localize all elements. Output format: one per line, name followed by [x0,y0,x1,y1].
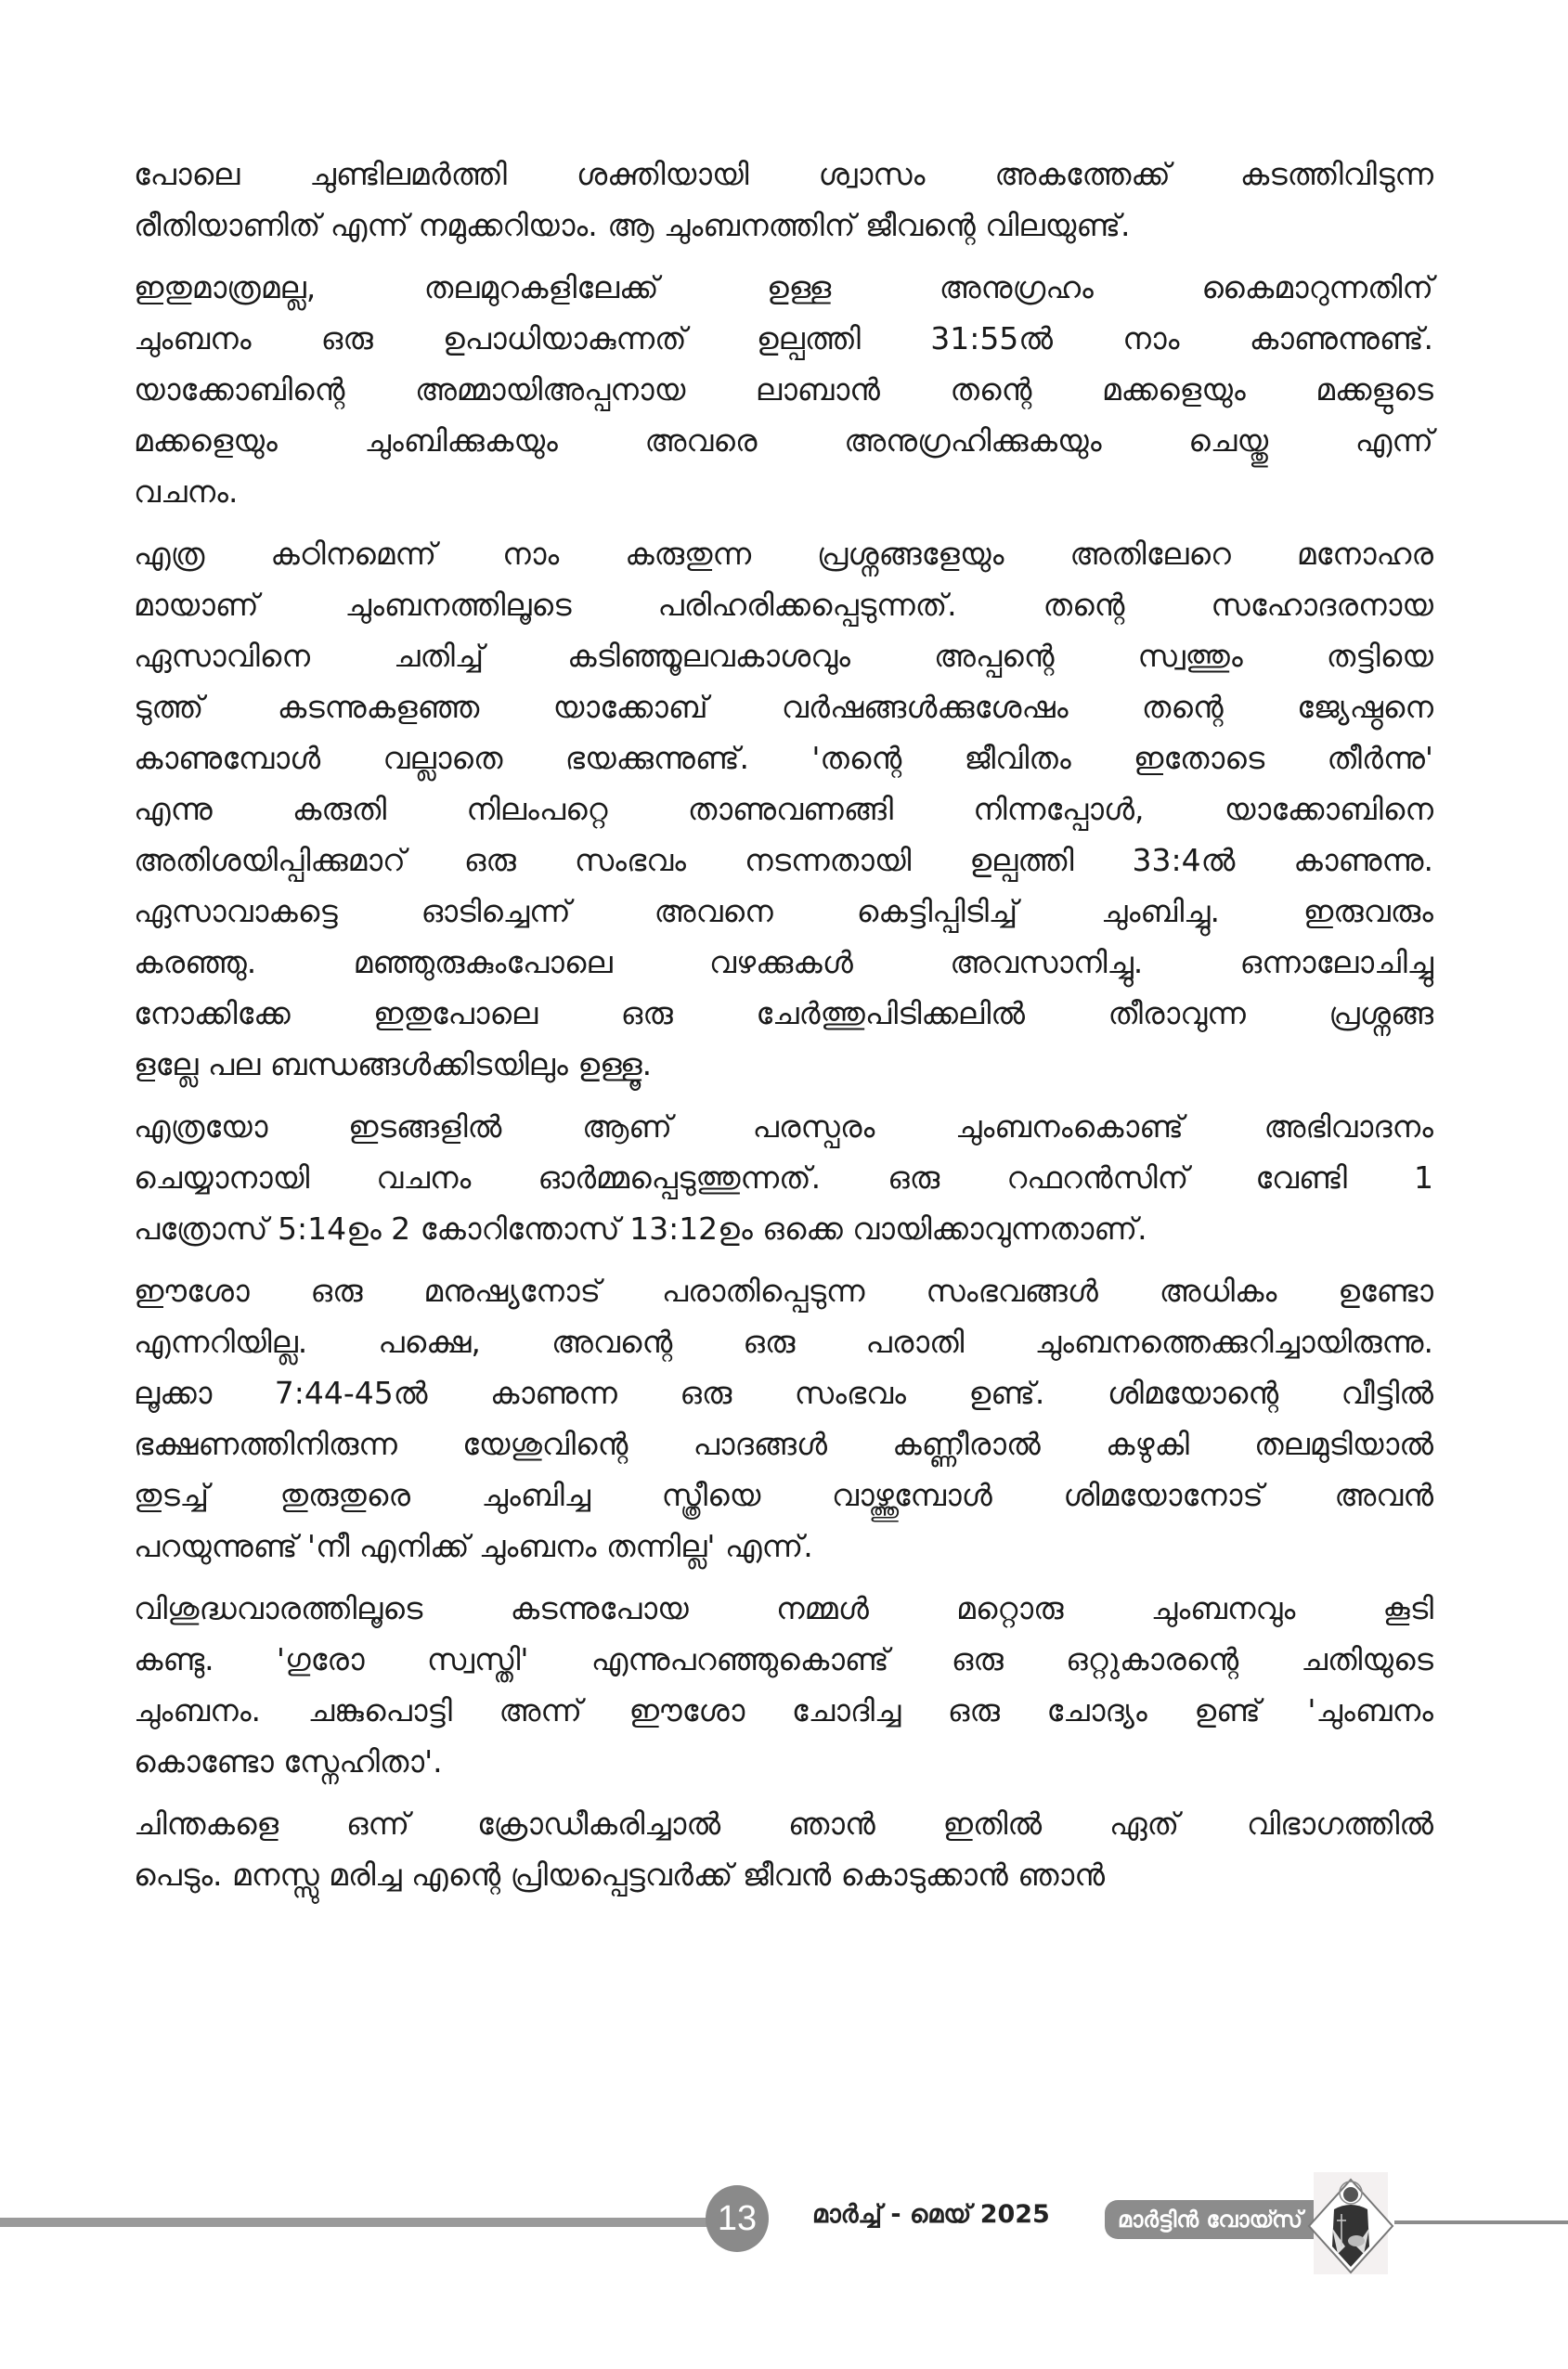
text-line: മക്കളെയും ചുംബിക്കുകയും അവരെ അനുഗ്രഹിക്കുകയും ചെയ്തു എന്ന് [134,422,1433,459]
issue-date: മാർച്ച് - മെയ് 2025 [812,2200,1050,2229]
text-line: പോലെ ചുണ്ടിലമർത്തി ശക്തിയായി ശ്വാസം അകത്തേക്ക് കടത്തിവിടുന്ന [134,156,1433,192]
text-line: ചിന്തകളെ ഒന്ന് ക്രോഡീകരിച്ചാൽ ഞാൻ ഇതിൽ ഏത് വിഭാഗത്തിൽ [134,1806,1433,1842]
article-paragraph [134,1583,1433,1787]
text-line: ചുംബനം ഒരു ഉപാധിയാകുന്നത് ഉല്പത്തി 31:55ൽ നാം കാണുന്നുണ്ട്. [134,320,1433,356]
text-line: കാണുമ്പോൾ വല്ലാതെ ഭയക്കുന്നുണ്ട്. 'തന്റെ ജീവിതം ഇതോടെ തീർന്നു' [134,740,1433,776]
article-paragraph [134,149,1433,251]
text-line: കൊണ്ടോ സ്നേഹിതാ'. [134,1743,443,1780]
text-line: കണ്ടു. 'ഗുരോ സ്വസ്തി' എന്നുപറഞ്ഞുകൊണ്ട് ഒരു ഒറ്റുകാരന്റെ ചതിയുടെ [134,1641,1433,1677]
text-line: എത്ര കഠിനമെന്ന് നാം കരുതുന്ന പ്രശ്നങ്ങളേയും അതിലേറെ മനോഹര [134,536,1433,572]
text-line: തുടച്ച് തുരുതുരെ ചുംബിച്ച സ്ത്രീയെ വാഴ്ത്തുമ്പോൾ ശിമയോനോട് അവൻ [134,1477,1433,1513]
text-line: വചനം. [134,473,239,510]
text-line: എന്നു കരുതി നിലംപറ്റെ താണുവണങ്ങി നിന്നപ്പോൾ, യാക്കോബിനെ [134,791,1433,827]
article-paragraph [134,1265,1433,1572]
text-line: വിശുദ്ധവാരത്തിലൂടെ കടന്നുപോയ നമ്മൾ മറ്റൊരു ചുംബനവും കൂടി [134,1590,1433,1626]
article-paragraph [134,1798,1433,1900]
text-line: മായാണ് ചുംബനത്തിലൂടെ പരിഹരിക്കപ്പെടുന്നത്. തന്റെ സഹോദരനായ [134,587,1433,623]
text-line: ഏസാവാകട്ടെ ഓടിച്ചെന്ന് അവനെ കെട്ടിപ്പിടിച്ച് ചുംബിച്ചു. ഇരുവരും [134,893,1433,929]
page-number: 13 [717,2198,758,2238]
text-line: നോക്കിക്കേ ഇതുപോലെ ഒരു ചേർത്തുപിടിക്കലിൽ തീരാവുന്ന പ്രശ്നങ്ങ [134,995,1433,1031]
text-line: ടുത്ത് കടന്നുകളഞ്ഞ യാക്കോബ് വർഷങ്ങൾക്കുശേഷം തന്റെ ജ്യേഷ്ഠനെ [134,689,1433,725]
text-line: ഭക്ഷണത്തിനിരുന്ന യേശുവിന്റെ പാദങ്ങൾ കണ്ണീരാൽ കഴുകി തലമുടിയാൽ [134,1426,1433,1462]
footer-rule-right [1394,2220,1568,2224]
article-body [134,149,1433,1911]
page-footer [0,2172,1568,2274]
article-paragraph [134,262,1433,517]
text-line: പെടും. മനസ്സു മരിച്ച എന്റെ പ്രിയപ്പെട്ടവർക്ക് ജീവൻ കൊടുക്കാൻ ഞാൻ [134,1857,1106,1893]
saint-portrait-diamond-icon [1304,2172,1397,2274]
magazine-name-badge [1105,2200,1318,2239]
text-line: അതിശയിപ്പിക്കുമാറ് ഒരു സംഭവം നടന്നതായി ഉല്പത്തി 33:4ൽ കാണുന്നു. [134,842,1433,878]
text-line: ചെയ്യാനായി വചനം ഓർമ്മപ്പെടുത്തുന്നത്. ഒരു റഫറൻസിന് വേണ്ടി 1 [134,1159,1433,1196]
text-line: ചുംബനം. ചങ്കുപൊട്ടി അന്ന് ഈശോ ചോദിച്ച ഒരു ചോദ്യം ഉണ്ട് 'ചുംബനം [134,1692,1433,1728]
text-line: ലൂക്കാ 7:44-45ൽ കാണുന്ന ഒരു സംഭവം ഉണ്ട്. ശിമയോന്റെ വീട്ടിൽ [134,1375,1433,1411]
article-paragraph [134,1101,1433,1254]
text-line: യാക്കോബിന്റെ അമ്മായിഅപ്പനായ ലാബാൻ തന്റെ മക്കളെയും മക്കളുടെ [134,371,1433,408]
text-line: രീതിയാണിത് എന്ന് നമുക്കറിയാം. ആ ചുംബനത്തിന് ജീവന്റെ വിലയുണ്ട്. [134,207,1131,243]
page-number-badge [706,2185,769,2252]
article-paragraph [134,528,1433,1090]
footer-rule-left [0,2218,724,2227]
text-line: കരഞ്ഞു. മഞ്ഞുരുകുംപോലെ വഴക്കുകൾ അവസാനിച്ചു. ഒന്നാലോചിച്ചു [134,944,1433,980]
text-line: ഇതുമാത്രമല്ല, തലമുറകളിലേക്ക് ഉള്ള അനുഗ്രഹം കൈമാറുന്നതിന് [134,269,1433,305]
text-line: ഏസാവിനെ ചതിച്ച് കടിഞ്ഞൂലവകാശവും അപ്പന്റെ സ്വത്തും തട്ടിയെ [134,638,1433,674]
text-line: എന്നറിയില്ല. പക്ഷെ, അവന്റെ ഒരു പരാതി ചുംബനത്തെക്കുറിച്ചായിരുന്നു. [134,1324,1433,1360]
text-line: പറയുന്നുണ്ട് 'നീ എനിക്ക് ചുംബനം തന്നില്ല' എന്ന്. [134,1528,813,1564]
text-line: പത്രോസ് 5:14ഉം 2 കോറിന്തോസ് 13:12ഉം ഒക്കെ വായിക്കാവുന്നതാണ്. [134,1210,1147,1247]
text-line: ളല്ലേ പല ബന്ധങ്ങൾക്കിടയിലും ഉള്ളൂ. [134,1046,653,1082]
magazine-name: മാർട്ടിൻ വോയ്സ് [1118,2207,1303,2233]
text-line: എത്രയോ ഇടങ്ങളിൽ ആണ് പരസ്പരം ചുംബനംകൊണ്ട് അഭിവാദനം [134,1108,1433,1145]
text-line: ഈശോ ഒരു മനുഷ്യനോട് പരാതിപ്പെടുന്ന സംഭവങ്ങൾ അധികം ഉണ്ടോ [134,1273,1433,1309]
